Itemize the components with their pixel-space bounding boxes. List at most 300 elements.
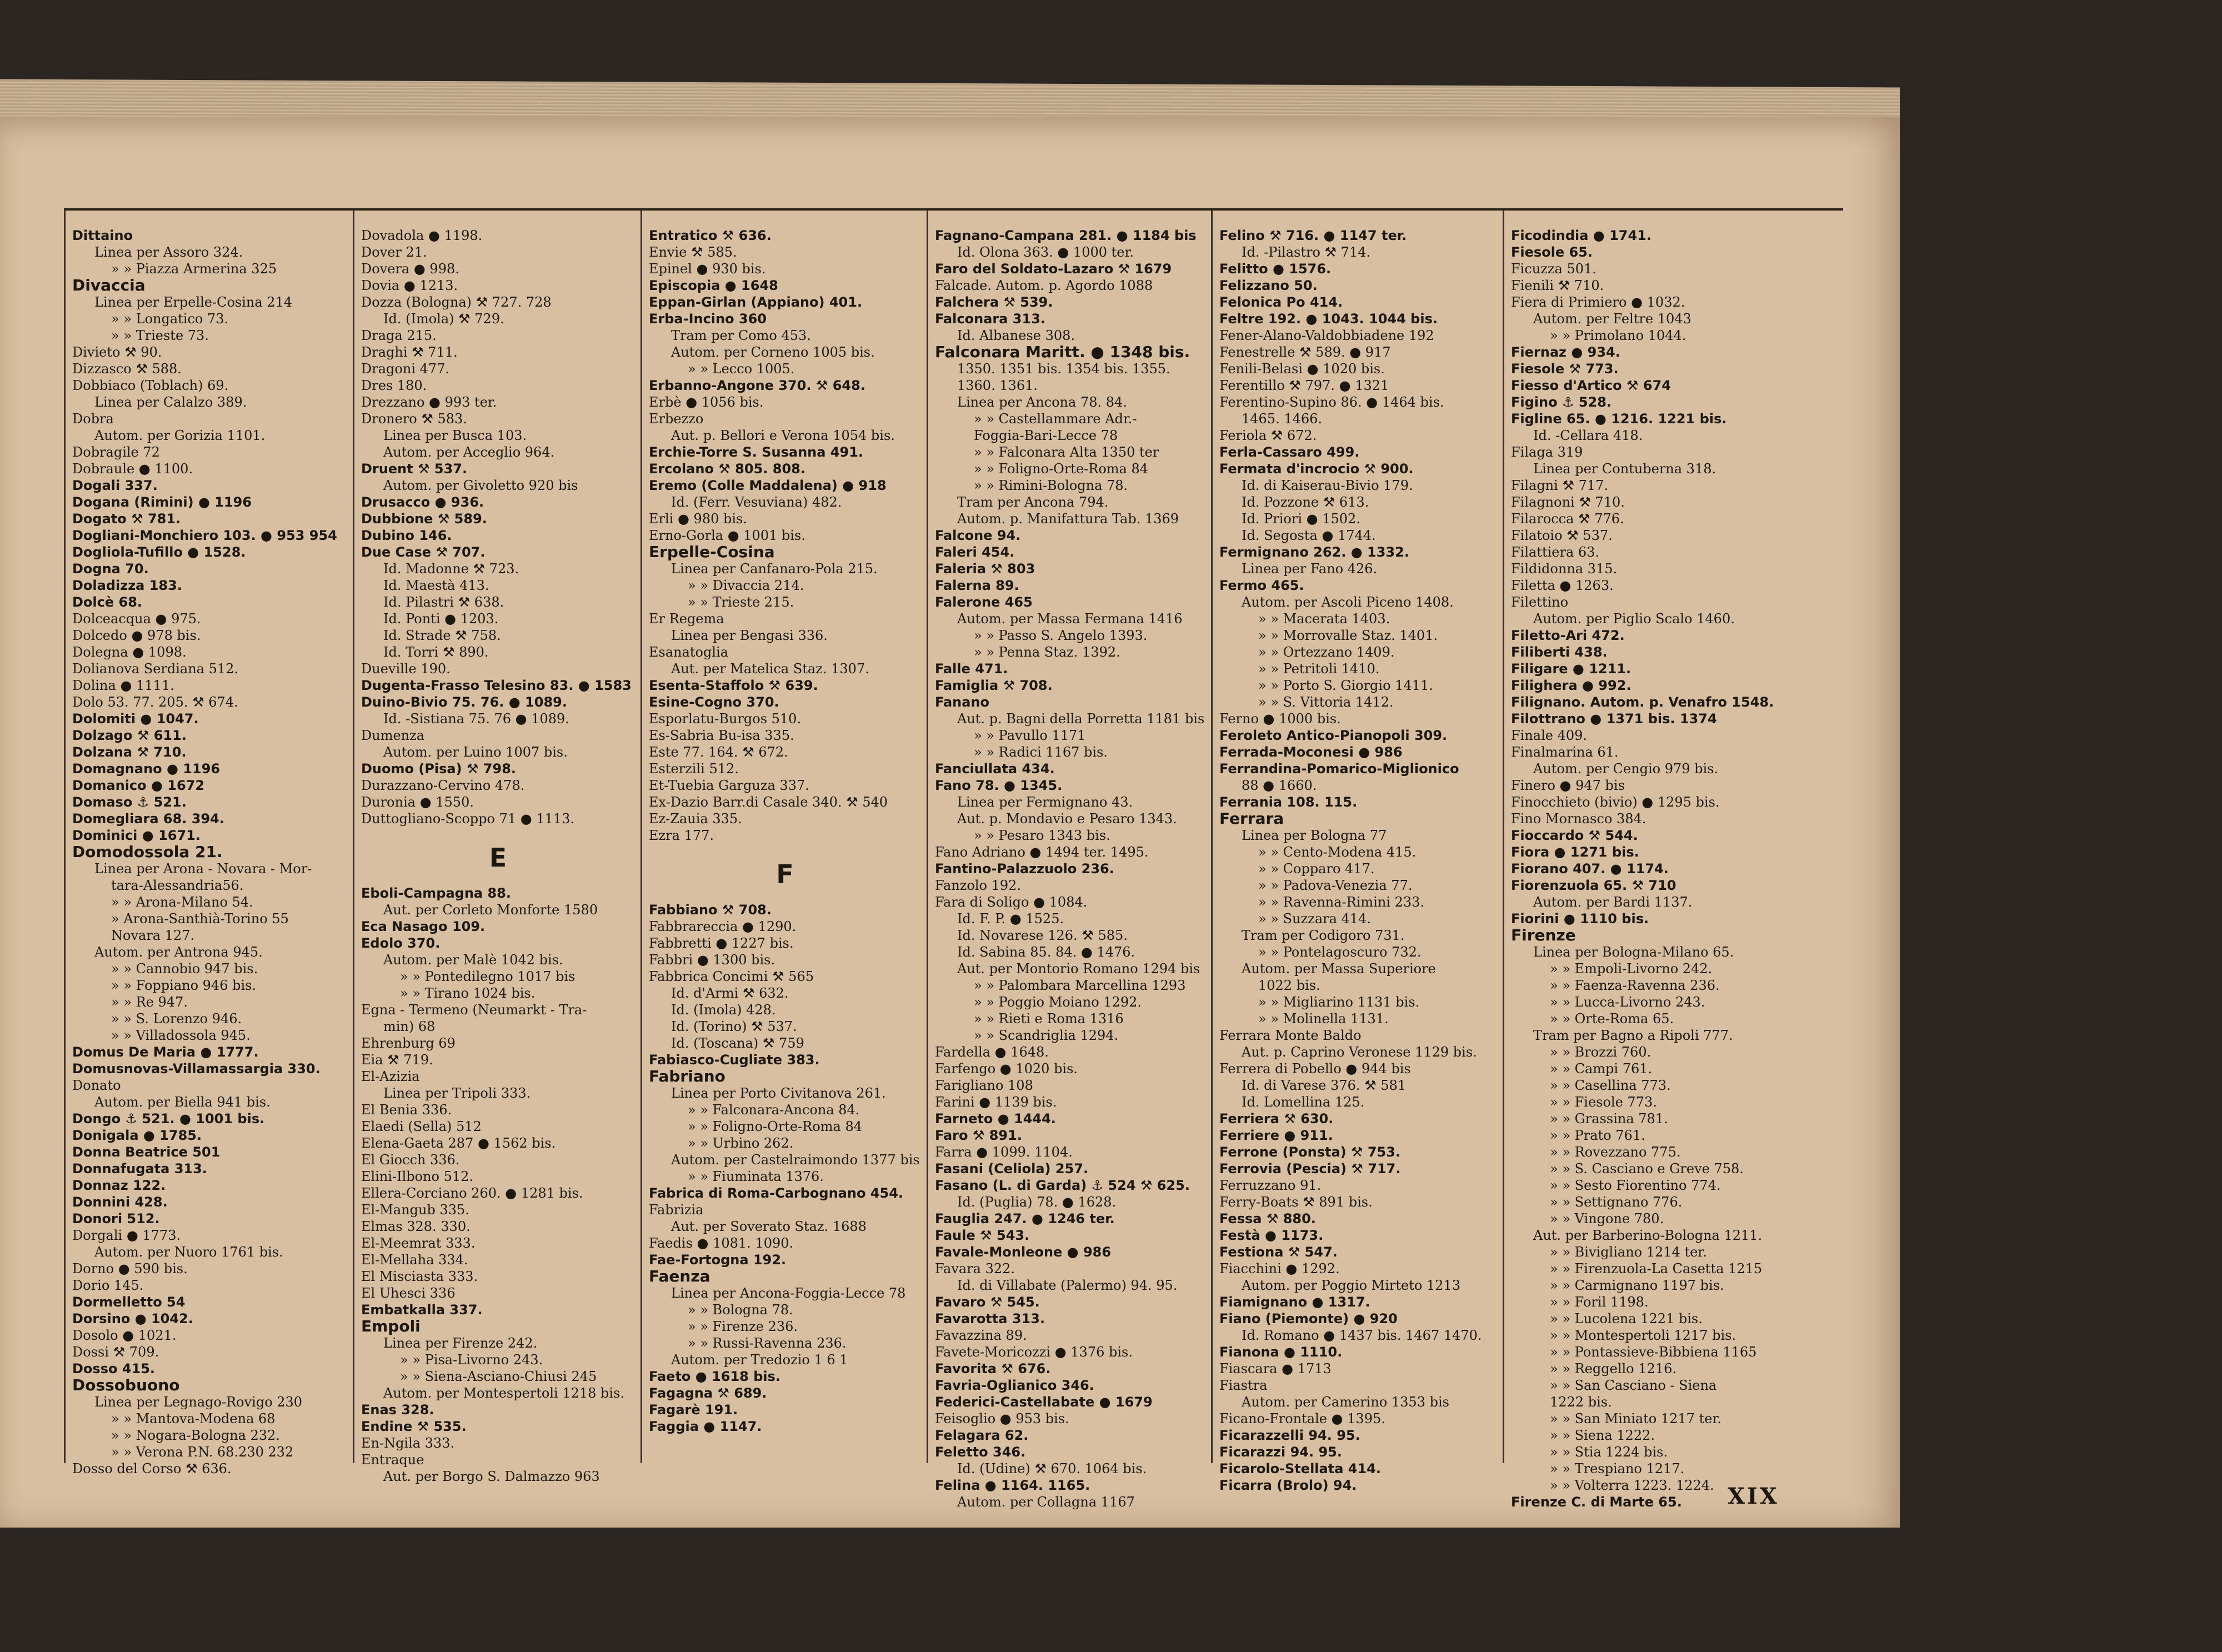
index-entry: Fener-Alano-Valdobbiadene 192	[1219, 328, 1434, 343]
index-entry: » » S. Casciano e Greve 758.	[1550, 1161, 1744, 1177]
book-page	[0, 117, 1900, 1528]
index-entry: Felagara 62.	[935, 1428, 1029, 1443]
index-entry: Domanico ● 1672	[72, 778, 205, 793]
index-entry: Festà ● 1173.	[1219, 1228, 1324, 1243]
index-entry: Dovia ● 1213.	[361, 278, 458, 293]
index-entry: Autom. per Collagna 1167	[957, 1494, 1135, 1510]
index-entry: Autom. per Luino 1007 bis.	[383, 744, 568, 760]
index-entry: Linea per Canfanaro-Pola 215.	[671, 561, 878, 577]
index-entry: » Arona-Santhià-Torino 55	[111, 911, 289, 927]
index-entry: » » Lucca-Livorno 243.	[1550, 994, 1705, 1010]
index-entry: Fabbri ● 1300 bis.	[649, 952, 775, 968]
index-entry: » » Primolano 1044.	[1550, 328, 1686, 343]
index-entry: Felina ● 1164. 1165.	[935, 1478, 1090, 1493]
index-entry: Id. Romano ● 1437 bis. 1467 1470.	[1242, 1328, 1482, 1343]
index-entry: » » Casellina 773.	[1550, 1078, 1671, 1093]
index-entry: » » Suzzara 414.	[1258, 911, 1371, 927]
index-entry: Id. -Pilastro ⚒ 714.	[1242, 244, 1371, 260]
index-entry: » » Morrovalle Staz. 1401.	[1258, 628, 1438, 643]
index-entry: Feriola ⚒ 672.	[1219, 428, 1317, 443]
index-entry: Favale-Monleone ● 986	[935, 1244, 1112, 1260]
index-entry: » » Sesto Fiorentino 774.	[1550, 1178, 1721, 1193]
index-entry: » » Macerata 1403.	[1258, 611, 1390, 627]
index-entry: Tram per Bagno a Ripoli 777.	[1533, 1028, 1733, 1043]
index-entry: Fienili ⚒ 710.	[1511, 278, 1604, 293]
index-entry: Id. (Torino) ⚒ 537.	[671, 1019, 797, 1034]
index-entry: » » Volterra 1223. 1224.	[1550, 1478, 1714, 1493]
index-entry: Fiorenzuola 65. ⚒ 710	[1511, 878, 1676, 893]
index-entry: » » Lucolena 1221 bis.	[1550, 1311, 1703, 1326]
index-entry: Id. Sabina 85. 84. ● 1476.	[957, 944, 1135, 960]
index-entry: » » Penna Staz. 1392.	[974, 644, 1120, 660]
index-entry: Id. F. P. ● 1525.	[957, 911, 1064, 927]
index-entry: » » Reggello 1216.	[1550, 1361, 1676, 1376]
index-entry: Filarocca ⚒ 776.	[1511, 511, 1624, 527]
index-entry: » » Russi-Ravenna 236.	[688, 1335, 847, 1351]
index-entry: Fiora ● 1271 bis.	[1511, 844, 1639, 860]
index-entry: Dogali 337.	[72, 478, 158, 493]
index-entry: Linea per Bologna-Milano 65.	[1533, 944, 1734, 960]
index-entry: Festiona ⚒ 547.	[1219, 1244, 1338, 1260]
index-entry: Filattiera 63.	[1511, 544, 1600, 560]
index-entry: Fasano (L. di Garda) ⚓ 524 ⚒ 625.	[935, 1178, 1190, 1193]
index-entry: Faleri 454.	[935, 544, 1015, 560]
index-entry: Edolo 370.	[361, 935, 441, 951]
index-entry: » » Radici 1167 bis.	[974, 744, 1108, 760]
index-entry: Filignano. Autom. p. Venafro 1548.	[1511, 694, 1774, 710]
index-entry: Figino ⚓ 528.	[1511, 394, 1612, 410]
index-entry: Dominici ● 1671.	[72, 828, 201, 843]
index-entry: Episcopia ● 1648	[649, 278, 778, 293]
index-entry: Dozza (Bologna) ⚒ 727. 728	[361, 294, 552, 310]
index-entry: » » Firenze 236.	[688, 1319, 798, 1334]
index-entry: Dolceacqua ● 975.	[72, 611, 201, 627]
index-entry: » » Vingone 780.	[1550, 1211, 1664, 1227]
index-entry: Feltre 192. ● 1043. 1044 bis.	[1219, 311, 1438, 327]
index-entry: Fanano	[935, 694, 990, 710]
index-entry: Fae-Fortogna 192.	[649, 1252, 787, 1268]
index-entry: Autom. per Poggio Mirteto 1213	[1242, 1278, 1461, 1293]
index-heading: Faenza	[649, 1268, 710, 1285]
index-entry: Dolzago ⚒ 611.	[72, 728, 187, 743]
index-entry: Dogna 70.	[72, 561, 149, 577]
index-entry: Fiorano 407. ● 1174.	[1511, 861, 1669, 877]
index-entry: Drusacco ● 936.	[361, 494, 484, 510]
index-entry: Linea per Calalzo 389.	[94, 394, 247, 410]
index-entry: » » Bologna 78.	[688, 1302, 793, 1318]
index-entry: Feroleto Antico-Pianopoli 309.	[1219, 728, 1448, 743]
index-entry: En-Ngila 333.	[361, 1435, 455, 1451]
index-entry: Favara 322.	[935, 1261, 1015, 1276]
index-entry: Fiernaz ● 934.	[1511, 344, 1620, 360]
index-entry: Fiorini ● 1110 bis.	[1511, 911, 1649, 927]
index-entry: Felino ⚒ 716. ● 1147 ter.	[1219, 228, 1407, 243]
index-entry: Filiberti 438.	[1511, 644, 1608, 660]
index-entry: Fioccardo ⚒ 544.	[1511, 828, 1638, 843]
index-entry: Finale 409.	[1511, 728, 1588, 743]
index-entry: Favete-Moricozzi ● 1376 bis.	[935, 1344, 1133, 1360]
index-entry: » » Fiesole 773.	[1550, 1094, 1657, 1110]
index-entry: Faleria ⚒ 803	[935, 561, 1035, 577]
index-entry: Aut. per Soverato Staz. 1688	[671, 1219, 867, 1234]
index-entry: Filetta ● 1263.	[1511, 578, 1614, 593]
index-entry: » » Trieste 73.	[111, 328, 209, 343]
index-entry: Envie ⚒ 585.	[649, 244, 737, 260]
index-entry: Autom. per Nuoro 1761 bis.	[94, 1244, 283, 1260]
index-entry: Filighera ● 992.	[1511, 678, 1632, 693]
index-column-3	[642, 211, 928, 1463]
index-entry: 1360. 1361.	[957, 378, 1038, 393]
index-entry: Aut. per Corleto Monforte 1580	[383, 902, 598, 918]
index-entry: Este 77. 164. ⚒ 672.	[649, 744, 788, 760]
index-entry: Favazzina 89.	[935, 1328, 1027, 1343]
index-entry: Dossi ⚒ 709.	[72, 1344, 159, 1360]
index-entry: Autom. per Biella 941 bis.	[94, 1094, 271, 1110]
index-entry: Farini ● 1139 bis.	[935, 1094, 1057, 1110]
index-entry: Falerone 465	[935, 594, 1033, 610]
index-entry: Ficarolo-Stellata 414.	[1219, 1461, 1381, 1476]
index-entry: » » Urbino 262.	[688, 1135, 794, 1151]
index-entry: » » Pontedilegno 1017 bis	[400, 969, 575, 984]
index-entry: Ferrovia (Pescia) ⚒ 717.	[1219, 1161, 1401, 1177]
index-entry: Autom. p. Manifattura Tab. 1369	[957, 511, 1179, 527]
index-entry: Esine-Cogno 370.	[649, 694, 779, 710]
index-entry: Dover 21.	[361, 244, 427, 260]
index-entry: Ficuzza 501.	[1511, 261, 1597, 277]
index-entry: » » Falconara-Ancona 84.	[688, 1102, 860, 1118]
index-entry: Autom. per Ascoli Piceno 1408.	[1242, 594, 1454, 610]
index-entry: Favarotta 313.	[935, 1311, 1045, 1326]
index-entry: » » Petritoli 1410.	[1258, 661, 1380, 677]
index-entry: Fiano (Piemonte) ● 920	[1219, 1311, 1398, 1326]
index-heading: Empoli	[361, 1318, 421, 1335]
index-entry: Id. di Varese 376. ⚒ 581	[1242, 1078, 1407, 1093]
index-entry: » » Rovezzano 775.	[1550, 1144, 1681, 1160]
index-entry: Elena-Gaeta 287 ● 1562 bis.	[361, 1135, 556, 1151]
index-entry: Autom. per Antrona 945.	[94, 944, 263, 960]
index-heading: Dossobuono	[72, 1377, 180, 1394]
index-entry: » » Falconara Alta 1350 ter	[974, 444, 1159, 460]
index-entry: Due Case ⚒ 707.	[361, 544, 486, 560]
index-entry: Linea per Firenze 242.	[383, 1335, 538, 1351]
index-entry: Duomo (Pisa) ⚒ 798.	[361, 761, 517, 777]
index-entry: Fanciullata 434.	[935, 761, 1055, 777]
index-entry: » » Rimini-Bologna 78.	[974, 478, 1128, 493]
index-entry: Fagnano-Campana 281. ● 1184 bis	[935, 228, 1197, 243]
index-entry: Dugenta-Frasso Telesino 83. ● 1583	[361, 678, 632, 693]
index-entry: Fanzolo 192.	[935, 878, 1022, 893]
index-entry: Dres 180.	[361, 378, 427, 393]
index-entry: Ehrenburg 69	[361, 1035, 456, 1051]
index-entry: » » Pesaro 1343 bis.	[974, 828, 1110, 843]
index-entry: Fagarè 191.	[649, 1402, 738, 1418]
index-entry: Falcone 94.	[935, 528, 1021, 543]
index-entry: Linea per Assoro 324.	[94, 244, 243, 260]
index-entry: Dorsino ● 1042.	[72, 1311, 193, 1326]
index-entry: Ficarazzelli 94. 95.	[1219, 1428, 1360, 1443]
index-entry: Dovadola ● 1198.	[361, 228, 483, 243]
index-entry: Autom. per Cengio 979 bis.	[1533, 761, 1719, 777]
index-entry: » » Prato 761.	[1550, 1128, 1645, 1143]
index-column-1	[66, 211, 354, 1476]
index-entry: Aut. per Borgo S. Dalmazzo 963	[383, 1469, 600, 1484]
index-entry: Eia ⚒ 719.	[361, 1052, 433, 1068]
index-entry: Firenze C. di Marte 65.	[1511, 1494, 1682, 1510]
index-entry: » » Palombara Marcellina 1293	[974, 978, 1186, 993]
index-column-4	[928, 211, 1213, 1510]
index-entry: Falchera ⚒ 539.	[935, 294, 1053, 310]
index-entry: Ellera-Corciano 260. ● 1281 bis.	[361, 1185, 583, 1201]
index-entry: Faule ⚒ 543.	[935, 1228, 1030, 1243]
index-entry: Id. Strade ⚒ 758.	[383, 628, 501, 643]
index-entry: Dobra	[72, 411, 114, 427]
index-entry: Linea per Porto Civitanova 261.	[671, 1085, 886, 1101]
index-entry: Federici-Castellabate ● 1679	[935, 1394, 1153, 1410]
index-entry: » » Montespertoli 1217 bis.	[1550, 1328, 1736, 1343]
index-entry: Fermo 465.	[1219, 578, 1304, 593]
index-entry: Fabbrica Concimi ⚒ 565	[649, 969, 814, 984]
index-entry: Autom. per Piglio Scalo 1460.	[1533, 611, 1735, 627]
index-entry: El Misciasta 333.	[361, 1269, 478, 1284]
index-entry: Duino-Bivio 75. 76. ● 1089.	[361, 694, 567, 710]
index-entry: Domegliara 68. 394.	[72, 811, 224, 827]
section-letter: E	[489, 843, 507, 873]
index-entry: Doladizza 183.	[72, 578, 182, 593]
index-entry: Finero ● 947 bis	[1511, 778, 1625, 793]
index-entry: Fantino-Palazzuolo 236.	[935, 861, 1114, 877]
index-entry: Linea per Arona - Novara - Mor-	[94, 861, 312, 877]
index-entry: Dogliola-Tufillo ● 1528.	[72, 544, 246, 560]
index-entry: Draghi ⚒ 711.	[361, 344, 458, 360]
index-entry: Dogliani-Monchiero 103. ● 953 954	[72, 528, 337, 543]
index-heading: Fabriano	[649, 1068, 725, 1085]
index-entry: Autom. per Gorizia 1101.	[94, 428, 266, 443]
index-entry: Ferriere ● 911.	[1219, 1128, 1333, 1143]
index-entry: Linea per Ancona 78. 84.	[957, 394, 1127, 410]
index-heading: Domodossola 21.	[72, 844, 223, 860]
index-entry: » » Verona P.N. 68.230 232	[111, 1444, 294, 1460]
index-entry: Fabbretti ● 1227 bis.	[649, 935, 794, 951]
index-entry: » » S. Vittoria 1412.	[1258, 694, 1394, 710]
index-entry: Ficano-Frontale ● 1395.	[1219, 1411, 1385, 1426]
index-entry: Aut. p. Mondavio e Pesaro 1343.	[957, 811, 1177, 827]
index-entry: Feisoglio ● 953 bis.	[935, 1411, 1069, 1426]
index-entry: Autom. per Camerino 1353 bis	[1242, 1394, 1449, 1410]
index-entry: Es-Sabria Bu-isa 335.	[649, 728, 794, 743]
index-entry: Aut. per Matelica Staz. 1307.	[671, 661, 869, 677]
index-entry: Dittaino	[72, 228, 133, 243]
index-entry: » » Fiuminata 1376.	[688, 1169, 824, 1184]
index-entry: » » Foppiano 946 bis.	[111, 978, 257, 993]
index-entry: » » Bivigliano 1214 ter.	[1550, 1244, 1707, 1260]
index-entry: Domus De Maria ● 1777.	[72, 1044, 259, 1060]
index-entry: Id. d'Armi ⚒ 632.	[671, 985, 789, 1001]
index-entry: Id. Segosta ● 1744.	[1242, 528, 1376, 543]
index-entry: Donori 512.	[72, 1211, 160, 1227]
index-entry: tara-Alessandria56.	[111, 878, 244, 893]
index-entry: Ferruzzano 91.	[1219, 1178, 1322, 1193]
page-number: XIX	[1728, 1483, 1779, 1509]
index-entry: » » Siena 1222.	[1550, 1428, 1655, 1443]
index-entry: Fasani (Celiola) 257.	[935, 1161, 1089, 1177]
index-entry: Id. Ponti ● 1203.	[383, 611, 499, 627]
index-entry: » » Re 947.	[111, 994, 188, 1010]
index-entry: Ferrara Monte Baldo	[1219, 1028, 1362, 1043]
index-entry: Ferla-Cassaro 499.	[1219, 444, 1360, 460]
index-entry: Dorgali ● 1773.	[72, 1228, 181, 1243]
index-entry: » » Empoli-Livorno 242.	[1550, 961, 1713, 977]
index-entry: » » Trespiano 1217.	[1550, 1461, 1685, 1476]
index-entry: » » Stia 1224 bis.	[1550, 1444, 1668, 1460]
index-entry: Durazzano-Cervino 478.	[361, 778, 525, 793]
index-entry: » » Lecco 1005.	[688, 361, 795, 377]
index-entry: » » Tirano 1024 bis.	[400, 985, 536, 1001]
index-entry: Id. (Imola) ⚒ 729.	[383, 311, 504, 327]
index-entry: Esanatoglia	[649, 644, 729, 660]
index-entry: Fabiasco-Cugliate 383.	[649, 1052, 820, 1068]
index-entry: El Uhesci 336	[361, 1285, 456, 1301]
index-entry: Faedis ● 1081. 1090.	[649, 1235, 794, 1251]
index-heading: Erpelle-Cosina	[649, 544, 775, 560]
index-entry: Foggia-Bari-Lecce 78	[974, 428, 1118, 443]
index-entry: Autom. per Montespertoli 1218 bis.	[383, 1385, 625, 1401]
index-entry: Dovera ● 998.	[361, 261, 459, 277]
index-entry: Fiastra	[1219, 1378, 1268, 1393]
index-entry: Elmas 328. 330.	[361, 1219, 471, 1234]
index-entry: » » Brozzi 760.	[1550, 1044, 1652, 1060]
index-entry: Dormelletto 54	[72, 1294, 186, 1310]
index-entry: Fiera di Primiero ● 1032.	[1511, 294, 1685, 310]
index-entry: Fara di Soligo ● 1084.	[935, 894, 1088, 910]
index-entry: Aut. p. Bagni della Porretta 1181 bis	[957, 711, 1205, 727]
index-entry: Linea per Legnago-Rovigo 230	[94, 1394, 303, 1410]
index-entry: Favorita ⚒ 676.	[935, 1361, 1051, 1376]
index-entry: Felonica Po 414.	[1219, 294, 1343, 310]
index-entry: Ferriera ⚒ 630.	[1219, 1111, 1334, 1127]
index-column-5	[1213, 211, 1504, 1493]
index-entry: Id. Lomellina 125.	[1242, 1094, 1365, 1110]
index-entry: Id. Torri ⚒ 890.	[383, 644, 489, 660]
index-entry: Fiacchini ● 1292.	[1219, 1261, 1340, 1276]
index-entry: 88 ● 1660.	[1242, 778, 1317, 793]
index-entry: Dolina ● 1111.	[72, 678, 174, 693]
index-entry: » » Foligno-Orte-Roma 84	[688, 1119, 863, 1134]
index-entry: Fano Adriano ● 1494 ter. 1495.	[935, 844, 1149, 860]
index-entry: Fenili-Belasi ● 1020 bis.	[1219, 361, 1385, 377]
index-entry: Id. di Kaiserau-Bivio 179.	[1242, 478, 1413, 493]
index-entry: Fiesole 65.	[1511, 244, 1593, 260]
index-entry: Donnafugata 313.	[72, 1161, 207, 1177]
index-entry: Eppan-Girlan (Appiano) 401.	[649, 294, 863, 310]
index-entry: Ez-Zauia 335.	[649, 811, 742, 827]
index-entry: Eboli-Campagna 88.	[361, 885, 511, 901]
index-entry: » » Foligno-Orte-Roma 84	[974, 461, 1149, 477]
index-entry: Id. Madonne ⚒ 723.	[383, 561, 519, 577]
index-entry: Id. -Sistiana 75. 76 ● 1089.	[383, 711, 569, 727]
index-entry: Aut. p. Caprino Veronese 1129 bis.	[1242, 1044, 1477, 1060]
index-entry: Faugliа 247. ● 1246 ter.	[935, 1211, 1115, 1227]
index-entry: Fiesole ⚒ 773.	[1511, 361, 1619, 377]
index-entry: Fardella ● 1648.	[935, 1044, 1049, 1060]
index-entry: Fermata d'incrocio ⚒ 900.	[1219, 461, 1414, 477]
index-entry: Faeto ● 1618 bis.	[649, 1369, 781, 1384]
index-entry: El-Mellaha 334.	[361, 1252, 468, 1268]
index-entry: » » Orte-Roma 65.	[1550, 1011, 1674, 1027]
index-entry: Id. (Toscana) ⚒ 759	[671, 1035, 804, 1051]
index-entry: Ferrera di Pobello ● 944 bis	[1219, 1061, 1411, 1077]
index-entry: » » Migliarino 1131 bis.	[1258, 994, 1420, 1010]
index-entry: Endine ⚒ 535.	[361, 1419, 467, 1434]
index-entry: Ercolano ⚒ 805. 808.	[649, 461, 805, 477]
index-entry: Linea per Bologna 77	[1242, 828, 1387, 843]
index-entry: » » Rieti e Roma 1316	[974, 1011, 1124, 1027]
index-entry: » » Pontelagoscuro 732.	[1258, 944, 1422, 960]
index-entry: Esterzili 512.	[649, 761, 739, 777]
index-entry: Id. (Ferr. Vesuviana) 482.	[671, 494, 842, 510]
index-entry: Fiesso d'Artico ⚒ 674	[1511, 378, 1671, 393]
index-entry: » » Campi 761.	[1550, 1061, 1653, 1077]
index-heading: Ferrara	[1219, 810, 1284, 827]
index-entry: Autom. per Massa Fermana 1416	[957, 611, 1183, 627]
index-entry: 1022 bis.	[1258, 978, 1320, 993]
index-entry: Id. -Cellara 418.	[1533, 428, 1643, 443]
index-entry: Donna Beatrice 501	[72, 1144, 221, 1160]
index-entry: Domagnano ● 1196	[72, 761, 221, 777]
index-entry: Dosolo ● 1021.	[72, 1328, 177, 1343]
index-entry: Dolomiti ● 1047.	[72, 711, 199, 727]
index-entry: Id. di Villabate (Palermo) 94. 95.	[957, 1278, 1178, 1293]
index-entry: Feletto 346.	[935, 1444, 1026, 1460]
index-entry: Fermignano 262. ● 1332.	[1219, 544, 1409, 560]
index-entry: » » Grassina 781.	[1550, 1111, 1668, 1127]
index-entry: Aut. p. Bellori e Verona 1054 bis.	[671, 428, 895, 443]
index-entry: Ficarra (Brolo) 94.	[1219, 1478, 1357, 1493]
index-entry: Famiglia ⚒ 708.	[935, 678, 1053, 693]
index-entry: Id. (Puglia) 78. ● 1628.	[957, 1194, 1117, 1210]
index-entry: Id. Novarese 126. ⚒ 585.	[957, 928, 1128, 943]
index-entry: Dueville 190.	[361, 661, 451, 677]
index-heading: Falconara Maritt. ● 1348 bis.	[935, 344, 1190, 361]
index-entry: Domusnovas-Villamassargia 330.	[72, 1061, 321, 1077]
index-entry: Fiascara ● 1713	[1219, 1361, 1332, 1376]
index-entry: Dorno ● 590 bis.	[72, 1261, 188, 1276]
index-entry: Dobraule ● 1100.	[72, 461, 193, 477]
index-entry: Dumenza	[361, 728, 425, 743]
index-entry: Dorio 145.	[72, 1278, 144, 1293]
index-entry: Id. Priori ● 1502.	[1242, 511, 1360, 527]
section-letter: F	[776, 859, 794, 889]
index-entry: Erbanno-Angone 370. ⚒ 648.	[649, 378, 865, 393]
index-entry: Filottrano ● 1371 bis. 1374	[1511, 711, 1717, 727]
index-entry: Autom. per Givoletto 920 bis	[383, 478, 578, 493]
index-entry: Ferry-Boats ⚒ 891 bis.	[1219, 1194, 1373, 1210]
index-entry: Filagnoni ⚒ 710.	[1511, 494, 1625, 510]
index-entry: Ferrandina-Pomarico-Miglionico	[1219, 761, 1459, 777]
index-entry: » » Passo S. Angelo 1393.	[974, 628, 1148, 643]
index-entry: Linea per Fermignano 43.	[957, 794, 1133, 810]
index-entry: » » Arona-Milano 54.	[111, 894, 253, 910]
index-entry: » » Firenzuola-La Casetta 1215	[1550, 1261, 1763, 1276]
index-entry: El-Mangub 335.	[361, 1202, 469, 1218]
index-entry: Autom. per Acceglio 964.	[383, 444, 555, 460]
index-entry: Novara 127.	[111, 928, 195, 943]
index-entry: » » Castellammare Adr.-	[974, 411, 1137, 427]
index-entry: Epinel ● 930 bis.	[649, 261, 766, 277]
index-entry: » » Trieste 215.	[688, 594, 794, 610]
index-entry: Fianona ● 1110.	[1219, 1344, 1343, 1360]
index-entry: Et-Tuebia Garguza 337.	[649, 778, 809, 793]
index-entry: Fenestrelle ⚒ 589. ● 917	[1219, 344, 1391, 360]
